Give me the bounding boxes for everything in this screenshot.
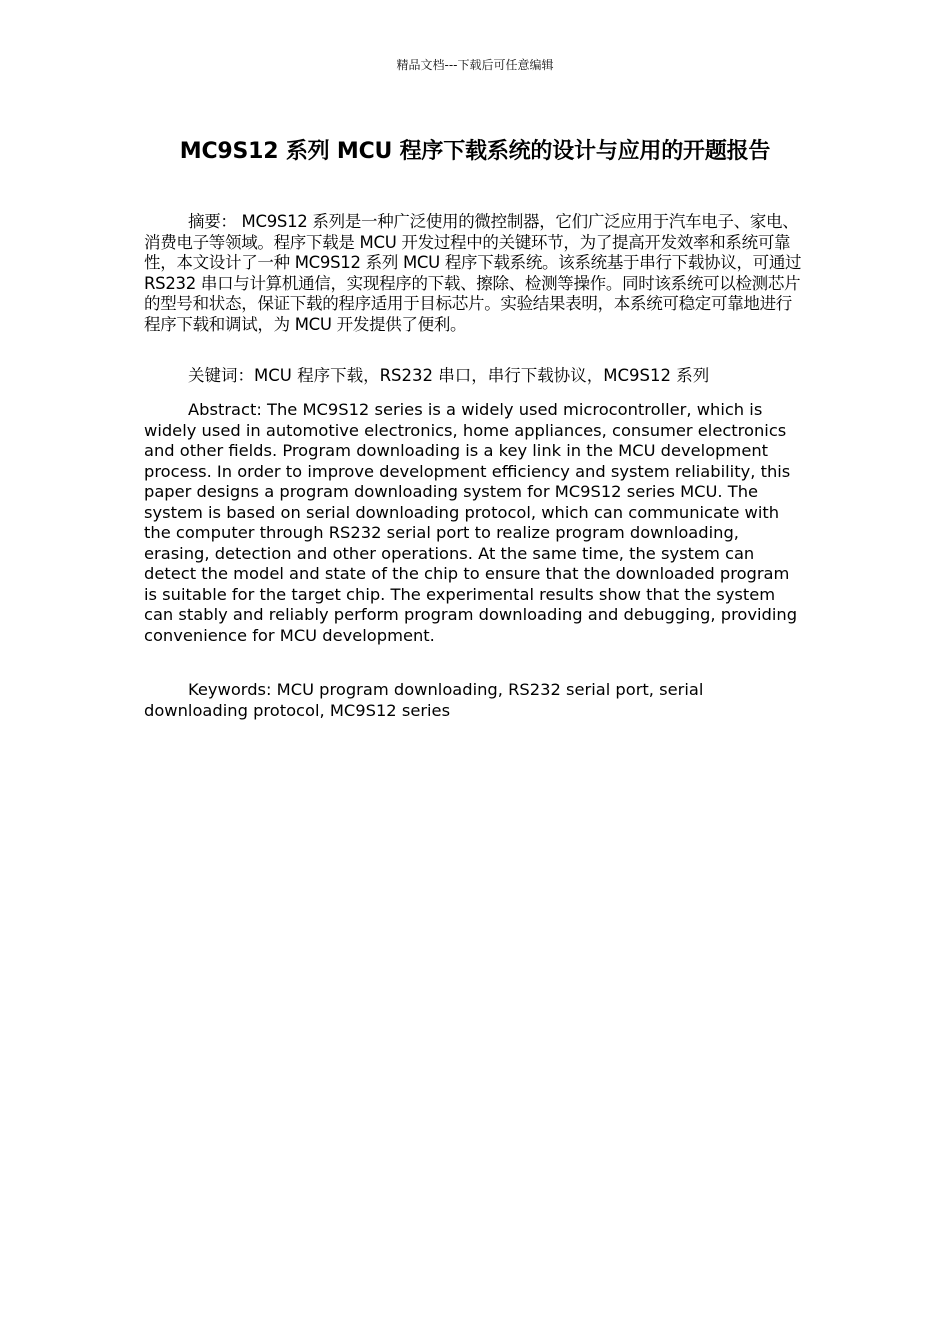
abstract-english: Abstract: The MC9S12 series is a widely used microcontroller, which is widely used in automotive electronics, home appliances, consumer electronics and other fields. Program downloading is a key link in the MCU development process. In order to improve development efficiency and system reliability, this paper designs a program downloading system for MC9S12 series MCU. The system is based on serial downloading protocol, which can communicate with the computer through RS232 serial port to realize program downloading, erasing, detection and other operations. At the same time, the system can detect the model and state of the chip to ensure that the downloaded program is suitable for the target chip. The experimental results show that the system can stably and reliably perform program downloading and debugging, providing convenience for MCU development. — [144, 400, 798, 645]
abstract-chinese: 摘要： MC9S12 系列是一种广泛使用的微控制器，它们广泛应用于汽车电子、家电、消费电子等领域。程序下载是 MCU 开发过程中的关键环节，为了提高开发效率和系统可靠性，本文设计了一种 MC9S12 系列 MCU 程序下载系统。该系统基于串行下载协议，可通过 RS232 串口与计算机通信，实现程序的下载、擦除、检测等操作。同时该系统可以检测芯片的型号和状态，保证下载的程序适用于目标芯片。实验结果表明，本系统可稳定可靠地进行程序下载和调试，为 MCU 开发提供了便利。 — [144, 212, 802, 334]
keywords-chinese: 关键词：MCU 程序下载，RS232 串口，串行下载协议，MC9S12 系列 — [188, 366, 710, 385]
document-title: MC9S12 系列 MCU 程序下载系统的设计与应用的开题报告 — [179, 139, 771, 164]
header-note: 精品文档---下载后可任意编辑 — [396, 58, 554, 72]
keywords-english: Keywords: MCU program downloading, RS232 serial port, serial downloading protocol, MC9S12 series — [144, 680, 704, 720]
